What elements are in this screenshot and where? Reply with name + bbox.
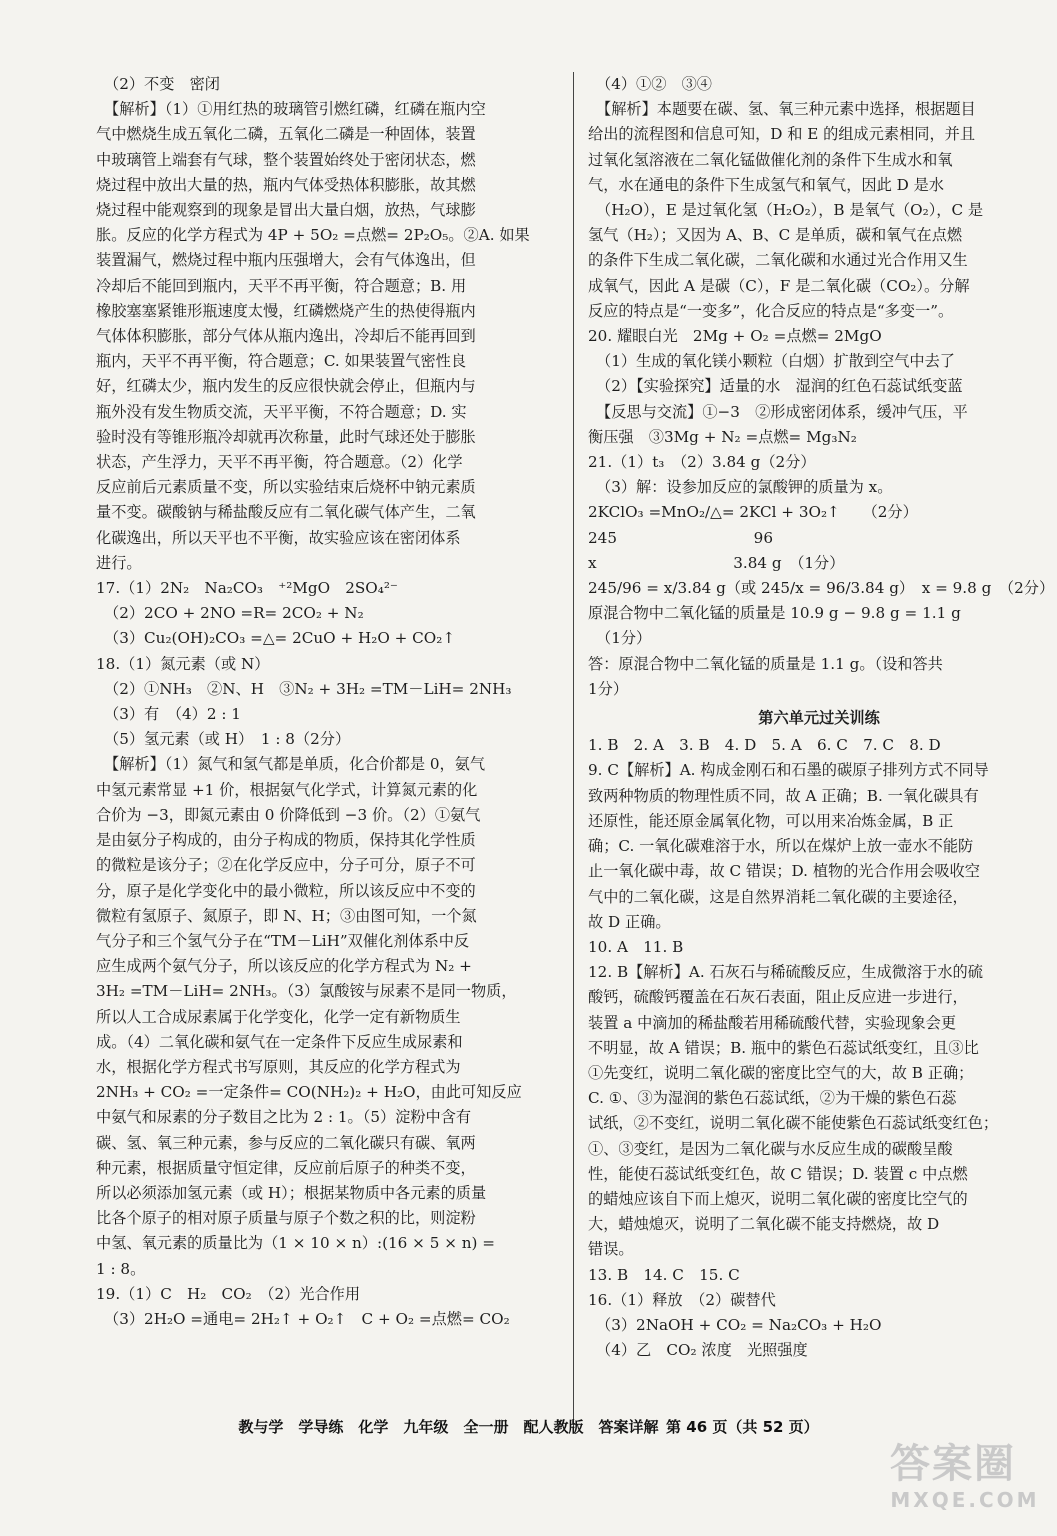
text-line: 的蜡烛应该自下而上熄灭，说明二氧化碳的密度比空气的 [588,1189,968,1208]
text-line: C. ①、③为湿润的紫色石蕊试纸，②为干燥的紫色石蕊 [588,1089,957,1108]
text-line: 【解析】（1）①用红热的玻璃管引燃红磷，红磷在瓶内空 [104,100,486,119]
text-line: 性，能使石蕊试纸变红色，故 C 错误；D. 装置 c 中点燃 [588,1164,968,1183]
text-line: 验时没有等锥形瓶冷却就再次称量，此时气球还处于膨胀 [96,427,476,446]
text-line: 氢气（H₂）；又因为 A、B、C 是单质，碳和氧气在点燃 [588,226,963,245]
text-line: 致两种物质的物理性质不同，故 A 正确；B. 一氧化碳具有 [588,786,979,805]
text-line: 气中的二氧化碳，这是自然界消耗二氧化碳的主要途径， [588,887,968,906]
text-line: （4）乙 CO₂ 浓度 光照强度 [596,1341,808,1360]
text-line: 反应前后元素质量不变，所以实验结束后烧杯中钠元素质 [96,478,476,497]
text-line: 水，根据化学方程式书写原则，其反应的化学方程式为 [96,1057,461,1076]
text-line: 中玻璃管上端套有气球，整个装置始终处于密闭状态，燃 [96,150,476,169]
text-line: （3）2NaOH + CO₂ = Na₂CO₃ + H₂O [596,1315,882,1334]
text-line: 确；C. 一氧化碳难溶于水，所以在煤炉上放一壶水不能防 [588,837,974,856]
text-line: 9. C【解析】A. 构成金刚石和石墨的碳原子排列方式不同导 [588,761,989,780]
text-line: 原混合物中二氧化锰的质量是 10.9 g − 9.8 g = 1.1 g [588,604,961,623]
watermark-domain: MXQE.COM [890,1488,1040,1512]
text-line: 故 D 正确。 [588,912,671,931]
section-heading: 第六单元过关训练 [758,709,880,728]
text-line: 烧过程中能观察到的现象是冒出大量白烟，放热，气球膨 [96,201,476,220]
text-line: 还原性，能还原金属氧化物，可以用来冶炼金属，B 正 [588,811,954,830]
footer-subject: 化学 [358,1418,389,1436]
footer-section: 答案详解 [598,1418,659,1436]
text-line: 大，蜡烛熄灭，说明了二氧化碳不能支持燃烧，故 D [588,1215,940,1234]
text-line: 酸钙，硫酸钙覆盖在石灰石表面，阻止反应进一步进行， [588,988,968,1007]
text-line: （3）Cu₂(OH)₂CO₃ =△= 2CuO + H₂O + CO₂↑ [104,629,456,648]
text-line: 21.（1）t₃ （2）3.84 g（2分） [588,453,816,472]
text-line: 2NH₃ + CO₂ =一定条件= CO(NH₂)₂ + H₂O，由此可知反应 [96,1083,522,1102]
text-line: 245 96 [588,528,774,547]
text-line: （5）氢元素（或 H） 1 : 8（2分） [104,730,351,749]
text-line: 3H₂ =TM－LiH= 2NH₃。（3）氯酸铵与尿素不是同一物质， [96,982,517,1001]
text-line: 瓶外没有发生物质交流，天平平衡，不符合题意；D. 实 [96,402,467,421]
text-line: 20. 耀眼白光 2Mg + O₂ =点燃= 2MgO [588,327,882,346]
footer-edition: 配人教版 [523,1418,584,1436]
watermark-logo [890,1440,1040,1530]
text-line: （3）2H₂O =通电= 2H₂↑ + O₂↑ C + O₂ =点燃= CO₂ [104,1309,510,1328]
text-line: 中氢元素常显 +1 价，根据氨气化学式，计算氮元素的化 [96,780,478,799]
page-footer [0,1416,1057,1437]
text-line: 中氨气和尿素的分子数目之比为 2 : 1。（5）淀粉中含有 [96,1108,472,1127]
text-line: 状态，产生浮力，天平不再平衡，符合题意。（2）化学 [96,453,463,472]
text-line: （3）有 （4）2 : 1 [104,705,241,724]
text-line: 【反思与交流】①−3 ②形成密闭体系，缓冲气压，平 [596,402,968,421]
text-line: 气，水在通电的条件下生成氢气和氧气，因此 D 是水 [588,175,944,194]
text-line: 18.（1）氮元素（或 N） [96,654,270,673]
footer-brand: 教与学 [238,1418,284,1436]
text-line: （3）解：设参加反应的氯酸钾的质量为 x。 [596,478,893,497]
text-line: （2）①NH₃ ②N、H ③N₂ + 3H₂ =TM－LiH= 2NH₃ [104,679,512,698]
text-line: ①、③变红，是因为二氧化碳与水反应生成的碳酸呈酸 [588,1139,953,1158]
text-line: 好，红磷太少，瓶内发生的反应很快就会停止，但瓶内与 [96,377,476,396]
text-line: 气中燃烧生成五氧化二磷，五氧化二磷是一种固体，装置 [96,125,476,144]
text-line: （1分） [596,629,652,648]
text-line: （2）2CO + 2NO =R= 2CO₂ + N₂ [104,604,364,623]
text-line: 错误。 [588,1240,634,1259]
text-line: 不明显，故 A 错误；B. 瓶中的紫色石蕊试纸变红，且③比 [588,1038,979,1057]
footer-grade: 九年级 [403,1418,449,1436]
text-line: 所以人工合成尿素属于化学变化，化学一定有新物质生 [96,1007,461,1026]
text-line: 比各个原子的相对原子质量与原子个数之积的比，则淀粉 [96,1209,476,1228]
text-line: 量不变。碳酸钠与稀盐酸反应有二氧化碳气体产生，二氧 [96,503,476,522]
text-line: （4）①② ③④ [596,75,712,93]
text-line: 进行。 [96,553,142,572]
text-line: 过氧化氢溶液在二氧化锰做催化剂的条件下生成水和氧 [588,150,953,169]
watermark-glyphs: 答案圈 [890,1441,1016,1487]
text-line: 【解析】（1）氮气和氢气都是单质，化合价都是 0，氨气 [104,755,486,774]
right-column [588,72,1055,1363]
text-line: 应生成两个氨气分子，所以该反应的化学方程式为 N₂ + [96,957,472,976]
text-line: 气分子和三个氢气分子在“TM－LiH”双催化剂体系中反 [96,931,470,950]
text-line: 2KClO₃ =MnO₂/△= 2KCl + 3O₂↑ （2分） [588,503,918,522]
text-line: 装置 a 中滴加的稀盐酸若用稀硫酸代替，实验现象会更 [588,1013,957,1032]
text-line: 10. A 11. B [588,937,684,956]
text-line: 衡压强 ③3Mg + N₂ =点燃= Mg₃N₂ [588,427,857,446]
text-line: 瓶内，天平不再平衡，符合题意；C. 如果装置气密性良 [96,352,467,371]
text-line: 12. B【解析】A. 石灰石与稀硫酸反应，生成微溶于水的硫 [588,963,983,982]
text-line: 的微粒是该分子；②在化学反应中，分子可分，原子不可 [96,856,476,875]
text-line: 烧过程中放出大量的热，瓶内气体受热体积膨胀，故其燃 [96,175,476,194]
text-line: 试纸，②不变红，说明二氧化碳不能使紫色石蕊试纸变红色； [588,1114,999,1133]
text-line: 种元素，根据质量守恒定律，反应前后原子的种类不变， [96,1158,476,1177]
text-line: 分，原子是化学变化中的最小微粒，所以该反应中不变的 [96,881,476,900]
text-line: 胀。反应的化学方程式为 4P + 5O₂ =点燃= 2P₂O₅。②A. 如果 [96,226,530,245]
left-column [96,72,558,1332]
text-line: 245/96 = x/3.84 g（或 245/x = 96/3.84 g） x = 9.8 g （2分） [588,579,1055,598]
text-line: 的条件下生成二氧化碳，二氧化碳和水通过光合作用又生 [588,251,968,270]
text-line: 17.（1）2N₂ Na₂CO₃ ⁺²MgO 2SO₄²⁻ [96,579,398,598]
text-line: 橡胶塞塞紧锥形瓶速度太慢，红磷燃烧产生的热使得瓶内 [96,301,476,320]
text-line: （2）不变 密闭 [104,75,220,93]
text-line: （1）生成的氧化镁小颗粒（白烟）扩散到空气中去了 [596,352,955,371]
text-line: 13. B 14. C 15. C [588,1265,740,1284]
footer-page-number: 第 46 页（共 52 页） [666,1418,819,1436]
column-divider [573,72,574,1428]
text-line: 止一氧化碳中毒，故 C 错误；D. 植物的光合作用会吸收空 [588,862,980,881]
text-line: 1 : 8。 [96,1259,146,1278]
text-line: 装置漏气，燃烧过程中瓶内压强增大，会有气体逸出，但 [96,251,476,270]
text-line: 成。（4）二氧化碳和氨气在一定条件下反应生成尿素和 [96,1032,463,1051]
text-line: ①先变红，说明二氧化碳的密度比空气的大，故 B 正确； [588,1063,974,1082]
text-line: 微粒有氢原子、氮原子，即 N、H；③由图可知，一个氮 [96,906,477,925]
text-line: 气体体积膨胀，部分气体从瓶内逸出，冷却后不能再回到 [96,327,476,346]
text-line: 所以必须添加氢元素（或 H）；根据某物质中各元素的质量 [96,1183,487,1202]
text-line: （H₂O），E 是过氧化氢（H₂O₂），B 是氧气（O₂），C 是 [596,201,984,220]
text-line: x 3.84 g （1分） [588,553,845,572]
text-line: 是由氨分子构成的，由分子构成的物质，保持其化学性质 [96,831,476,850]
text-line: 给出的流程图和信息可知，D 和 E 的组成元素相同，并且 [588,125,976,144]
text-line: 1. B 2. A 3. B 4. D 5. A 6. C 7. C 8. D [588,736,941,755]
footer-volume: 全一册 [463,1418,509,1436]
text-line: 1分） [588,679,629,698]
text-line: 冷却后不能回到瓶内，天平不再平衡，符合题意；B. 用 [96,276,467,295]
text-line: 成氧气，因此 A 是碳（C），F 是二氧化碳（CO₂）。分解 [588,276,970,295]
text-line: 碳、氢、氧三种元素，参与反应的二氧化碳只有碳、氧两 [96,1133,476,1152]
text-line: 合价为 −3，即氮元素由 0 价降低到 −3 价。（2）①氨气 [96,805,481,824]
footer-series: 学导练 [298,1418,344,1436]
text-line: 19.（1）C H₂ CO₂ （2）光合作用 [96,1284,361,1303]
text-line: 反应的特点是“一变多”，化合反应的特点是“多变一”。 [588,301,954,320]
text-line: 【解析】本题要在碳、氢、氧三种元素中选择，根据题目 [596,100,976,119]
text-line: 中氢、氧元素的质量比为（1 × 10 × n）:(16 × 5 × n) = [96,1234,496,1253]
text-line: （2）【实验探究】适量的水 湿润的红色石蕊试纸变蓝 [596,377,963,396]
text-line: 16.（1）释放 （2）碳替代 [588,1290,776,1309]
text-line: 化碳逸出，所以天平也不平衡，故实验应该在密闭体系 [96,528,461,547]
text-line: 答：原混合物中二氧化锰的质量是 1.1 g。（设和答共 [588,654,943,673]
